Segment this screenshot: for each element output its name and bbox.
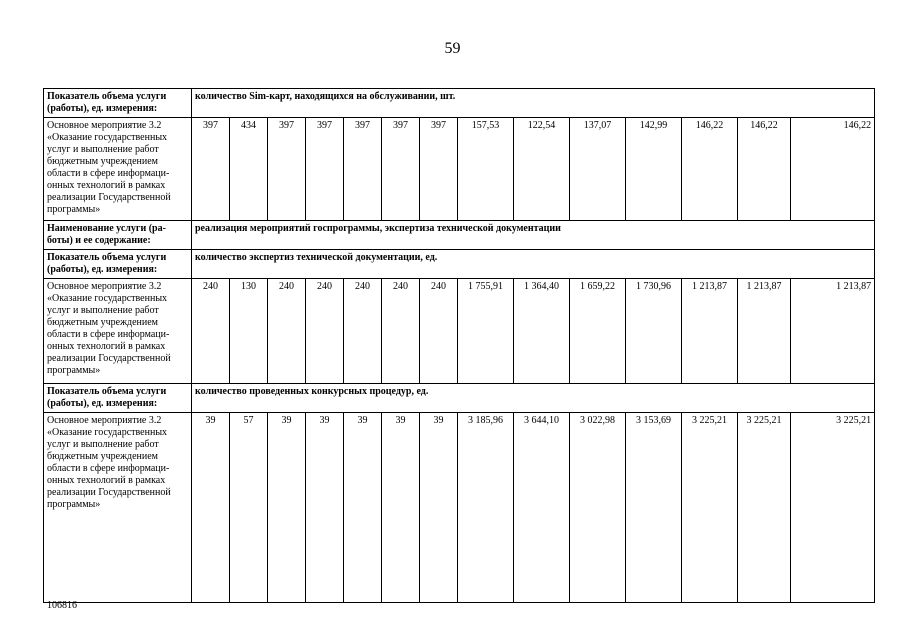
value-cell: 397 <box>344 118 382 221</box>
activity-description: Основное мероприятие 3.2 «Оказание государственных услуг и выполнение работ бюджетным учреждением области в сфере информаци-онных технологий в рамках реализации Государственной программы» <box>44 118 192 221</box>
value-cell: 122,54 <box>514 118 570 221</box>
value-cell: 39 <box>344 413 382 603</box>
value-cell: 397 <box>382 118 420 221</box>
services-table <box>43 88 875 603</box>
value-cell: 240 <box>192 279 230 384</box>
value-cell: 434 <box>230 118 268 221</box>
service-content-text: реализация мероприятий госпрограммы, экспертиза технической документации <box>192 221 875 250</box>
indicator-label: Показатель объема услуги (работы), ед. измерения: <box>44 89 192 118</box>
value-cell: 146,22 <box>738 118 791 221</box>
value-cell: 1 659,22 <box>570 279 626 384</box>
value-cell: 146,22 <box>791 118 875 221</box>
value-cell: 397 <box>420 118 458 221</box>
value-cell: 39 <box>420 413 458 603</box>
value-cell: 142,99 <box>626 118 682 221</box>
value-cell: 1 730,96 <box>626 279 682 384</box>
service-name-row <box>44 221 875 250</box>
value-cell: 39 <box>382 413 420 603</box>
indicator-header-row <box>44 89 875 118</box>
value-cell: 3 185,96 <box>458 413 514 603</box>
indicator-unit-text: количество проведенных конкурсных процедур, ед. <box>192 384 875 413</box>
value-cell: 3 225,21 <box>682 413 738 603</box>
value-cell: 130 <box>230 279 268 384</box>
document-code: 106816 <box>47 600 77 611</box>
value-cell: 57 <box>230 413 268 603</box>
value-cell: 1 213,87 <box>738 279 791 384</box>
activity-description: Основное мероприятие 3.2 «Оказание государственных услуг и выполнение работ бюджетным учреждением области в сфере информаци-онных технологий в рамках реализации Государственной программы» <box>44 279 192 384</box>
indicator-label: Показатель объема услуги (работы), ед. измерения: <box>44 250 192 279</box>
service-label: Наименование услуги (ра-боты) и ее содержание: <box>44 221 192 250</box>
value-cell: 146,22 <box>682 118 738 221</box>
page-number: 59 <box>444 40 461 57</box>
value-cell: 240 <box>306 279 344 384</box>
value-cell: 3 225,21 <box>791 413 875 603</box>
indicator-header-row <box>44 250 875 279</box>
indicator-label: Показатель объема услуги (работы), ед. измерения: <box>44 384 192 413</box>
table-row <box>44 118 875 221</box>
value-cell: 240 <box>420 279 458 384</box>
value-cell: 157,53 <box>458 118 514 221</box>
value-cell: 39 <box>306 413 344 603</box>
value-cell: 397 <box>268 118 306 221</box>
value-cell: 39 <box>268 413 306 603</box>
indicator-unit-text: количество Sim-карт, находящихся на обслуживании, шт. <box>192 89 875 118</box>
value-cell: 3 225,21 <box>738 413 791 603</box>
activity-description: Основное мероприятие 3.2 «Оказание государственных услуг и выполнение работ бюджетным учреждением области в сфере информаци-онных технологий в рамках реализации Государственной программы» <box>44 413 192 603</box>
value-cell: 1 213,87 <box>682 279 738 384</box>
indicator-header-row <box>44 384 875 413</box>
value-cell: 240 <box>382 279 420 384</box>
value-cell: 1 364,40 <box>514 279 570 384</box>
value-cell: 397 <box>306 118 344 221</box>
value-cell: 3 022,98 <box>570 413 626 603</box>
value-cell: 1 213,87 <box>791 279 875 384</box>
value-cell: 39 <box>192 413 230 603</box>
value-cell: 3 153,69 <box>626 413 682 603</box>
value-cell: 397 <box>192 118 230 221</box>
value-cell: 3 644,10 <box>514 413 570 603</box>
value-cell: 1 755,91 <box>458 279 514 384</box>
table-row <box>44 413 875 603</box>
table-row <box>44 279 875 384</box>
value-cell: 240 <box>268 279 306 384</box>
value-cell: 137,07 <box>570 118 626 221</box>
indicator-unit-text: количество экспертиз технической документации, ед. <box>192 250 875 279</box>
value-cell: 240 <box>344 279 382 384</box>
